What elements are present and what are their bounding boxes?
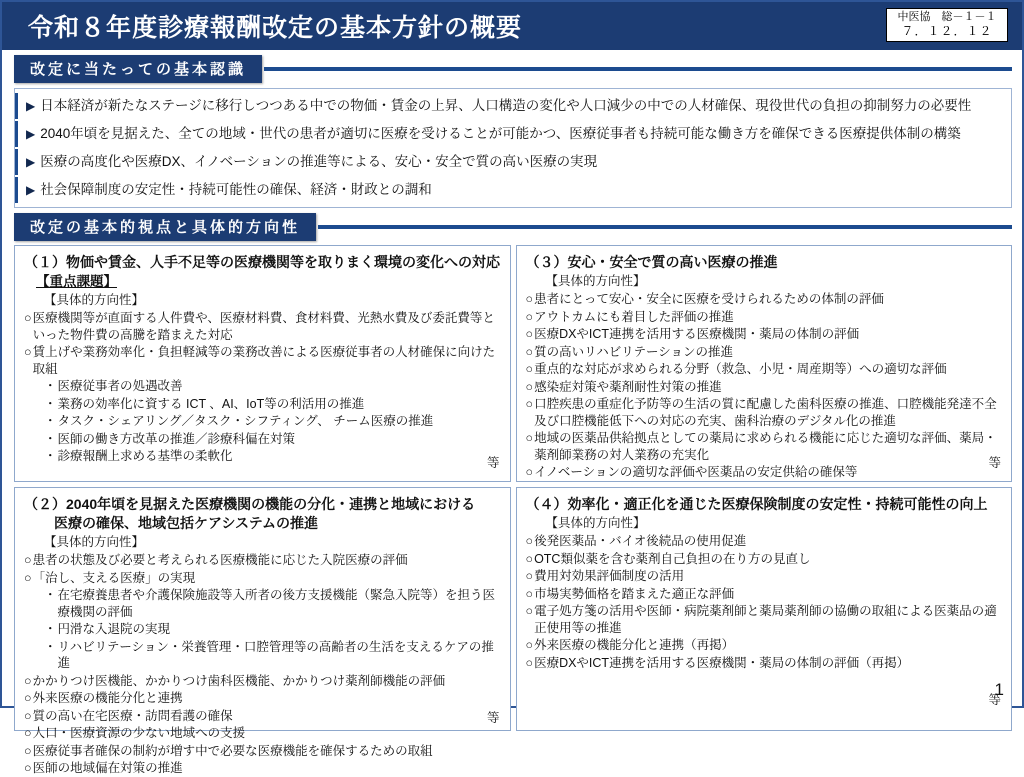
list-item-label: 医師の地域偏在対策の推進 — [32, 761, 183, 775]
specific-direction-label: 【具体的方向性】 — [44, 293, 145, 307]
section-basic-recognition — [2, 56, 1022, 208]
title-bar — [2, 2, 1022, 50]
list-item — [24, 378, 501, 395]
list-item-label: 在宅療養患者や介護保険施設等入所者の後方支援機能（緊急入院等）を担う医療機関の評価 — [57, 588, 496, 619]
list-item — [24, 310, 501, 343]
viewpoint-box-1 — [14, 245, 511, 482]
list-item — [24, 587, 501, 620]
key-issue-label: 【重点課題】 — [36, 274, 117, 289]
section-title-basic-viewpoints: 改定の基本的視点と具体的方向性 — [14, 213, 316, 241]
list-item — [24, 621, 501, 638]
section-basic-viewpoints — [2, 214, 1022, 775]
viewpoint-item-list — [24, 552, 501, 777]
list-item — [24, 708, 501, 725]
viewpoint-title: （３）安心・安全で質の高い医療の推進 — [525, 254, 778, 270]
specific-direction-label: 【具体的方向性】 — [44, 535, 145, 549]
dot-marker-icon: ・ — [44, 431, 57, 446]
list-item-label: 医療DXやICT連携を活用する医療機関・薬局の体制の評価（再掲） — [534, 655, 910, 670]
circle-marker-icon: ○ — [525, 309, 534, 324]
list-item — [526, 309, 1003, 326]
list-item — [526, 568, 1003, 585]
circle-marker-icon: ○ — [525, 465, 534, 479]
list-item — [526, 637, 1003, 654]
circle-marker-icon: ○ — [24, 673, 32, 688]
dot-marker-icon: ・ — [44, 639, 57, 654]
circle-marker-icon: ○ — [525, 397, 534, 411]
list-item-label: アウトカムにも着目した評価の推進 — [534, 309, 734, 324]
triangle-right-icon: ▶ — [26, 99, 36, 113]
list-item-label: 患者にとって安心・安全に医療を受けられるための体制の評価 — [534, 292, 884, 306]
etc-label: 等 — [486, 456, 500, 470]
list-item — [526, 551, 1003, 568]
circle-marker-icon: ○ — [525, 586, 534, 601]
circle-marker-icon: ○ — [24, 553, 32, 567]
list-item-label: 賃上げや業務効率化・負担軽減等の業務改善による医療従事者の人材確保に向けた取組 — [32, 345, 496, 376]
list-item-label: OTC類似薬を含む薬剤自己負担の在り方の見直し — [534, 551, 811, 566]
circle-marker-icon: ○ — [24, 761, 32, 775]
circle-marker-icon: ○ — [525, 327, 534, 341]
list-item — [526, 464, 1003, 481]
list-item — [15, 121, 1011, 147]
list-item-label: 診療報酬上求める基準の柔軟化 — [57, 449, 233, 463]
list-item — [24, 743, 501, 760]
list-item — [24, 552, 501, 569]
list-item — [24, 448, 501, 465]
section-rule — [264, 67, 1012, 71]
circle-marker-icon: ○ — [525, 551, 534, 566]
list-item-label: イノベーションの適切な評価や医薬品の安定供給の確保等 — [534, 465, 858, 479]
list-item — [526, 430, 1003, 463]
circle-marker-icon: ○ — [24, 743, 32, 758]
list-item-label: 費用対効果評価制度の活用 — [534, 569, 685, 583]
list-item — [526, 291, 1003, 308]
circle-marker-icon: ○ — [525, 638, 534, 652]
list-item-label: 「治し、支える医療」の実現 — [32, 570, 196, 585]
list-item — [24, 570, 501, 587]
list-item-label: 重点的な対応が求められる分野（救急、小児・周産期等）への適切な評価 — [534, 362, 947, 376]
list-item — [526, 655, 1003, 672]
list-item — [15, 93, 1011, 119]
viewpoint-title-continuation: 医療の確保、地域包括ケアシステムの推進 — [54, 515, 319, 531]
circle-marker-icon: ○ — [525, 655, 534, 670]
list-item — [526, 379, 1003, 396]
list-item — [526, 603, 1003, 636]
list-item-label: 日本経済が新たなステージに移行しつつある中での物価・賃金の上昇、人口構造の変化や人口減少の中での人材確保、現役世代の負担の抑制努力の必要性 — [40, 98, 972, 113]
section-header-basic-recognition — [14, 56, 1012, 82]
list-item — [526, 361, 1003, 378]
circle-marker-icon: ○ — [525, 604, 534, 618]
list-item-label: 医療機関等が直面する人件費や、医療材料費、食材料費、光熱水費及び委託費等といった物件費の高騰を踏まえた対応 — [32, 311, 495, 342]
circle-marker-icon: ○ — [24, 570, 32, 585]
list-item — [24, 639, 501, 672]
dot-marker-icon: ・ — [44, 622, 57, 636]
document-reference-box — [886, 8, 1008, 42]
viewpoint-quadrant-grid — [14, 245, 1012, 775]
list-item-label: 2040年頃を見据えた、全ての地域・世代の患者が適切に医療を受けることが可能かつ、医療従事者も持続可能な働き方を確保できる医療提供体制の構築 — [40, 126, 961, 141]
list-item — [24, 690, 501, 707]
list-item — [526, 396, 1003, 429]
list-item — [24, 413, 501, 430]
viewpoint-title: （４）効率化・適正化を通じた医療保険制度の安定性・持続可能性の向上 — [525, 496, 988, 512]
section-header-basic-viewpoints — [14, 214, 1012, 240]
dot-marker-icon: ・ — [44, 414, 57, 428]
list-item-label: 医療の高度化や医療DX、イノベーションの推進等による、安心・安全で質の高い医療の実現 — [40, 154, 598, 169]
circle-marker-icon: ○ — [24, 708, 32, 723]
list-item — [24, 396, 501, 413]
list-item — [24, 725, 501, 742]
list-item-label: 医師の働き方改革の推進／診療科偏在対策 — [57, 431, 296, 446]
basic-recognition-list — [14, 88, 1012, 208]
list-item — [526, 344, 1003, 361]
list-item — [24, 344, 501, 377]
viewpoint-item-list — [526, 291, 1003, 481]
viewpoint-item-list — [526, 533, 1003, 671]
list-item — [24, 760, 501, 777]
triangle-right-icon: ▶ — [26, 127, 36, 141]
viewpoint-box-4 — [516, 487, 1013, 731]
triangle-right-icon: ▶ — [26, 155, 36, 169]
viewpoint-item-list — [24, 310, 501, 465]
list-item-label: リハビリテーション・栄養管理・口腔管理等の高齢者の生活を支えるケアの推進 — [57, 639, 494, 670]
list-item-label: 円滑な入退院の実現 — [57, 622, 171, 636]
circle-marker-icon: ○ — [24, 691, 32, 705]
list-item-label: 社会保障制度の安定性・持続可能性の確保、経済・財政との調和 — [40, 182, 432, 197]
list-item-label: 市場実勢価格を踏まえた適正な評価 — [534, 586, 735, 601]
list-item-label: かかりつけ医機能、かかりつけ歯科医機能、かかりつけ薬剤師機能の評価 — [32, 673, 446, 688]
etc-label: 等 — [988, 693, 1001, 707]
list-item-label: 医療従事者確保の制約が増す中で必要な医療機能を確保するための取組 — [32, 743, 433, 758]
dot-marker-icon: ・ — [44, 449, 57, 463]
viewpoint-box-3 — [516, 245, 1013, 482]
list-item — [15, 177, 1011, 203]
specific-direction-label: 【具体的方向性】 — [545, 274, 646, 288]
document-reference-date: ７．１２．１２ — [901, 24, 993, 39]
circle-marker-icon: ○ — [525, 569, 534, 583]
circle-marker-icon: ○ — [525, 362, 534, 376]
circle-marker-icon: ○ — [24, 345, 32, 359]
circle-marker-icon: ○ — [525, 344, 534, 359]
circle-marker-icon: ○ — [525, 379, 534, 394]
specific-direction-label: 【具体的方向性】 — [545, 516, 646, 530]
list-item-label: タスク・シェアリング／タスク・シフティング、 チーム医療の推進 — [57, 414, 434, 428]
list-item-label: 電子処方箋の活用や医師・病院薬剤師と薬局薬剤師の協働の取組による医薬品の適正使用等の推進 — [534, 604, 997, 635]
list-item-label: 感染症対策や薬剤耐性対策の推進 — [534, 379, 722, 394]
etc-label: 等 — [486, 711, 500, 725]
list-item-label: 地域の医薬品供給拠点としての薬局に求められる機能に応じた適切な評価、薬局・薬剤師業務の対人業務の充実化 — [534, 431, 997, 462]
triangle-right-icon: ▶ — [26, 183, 36, 197]
circle-marker-icon: ○ — [24, 726, 32, 740]
page-title: 令和８年度診療報酬改定の基本方針の概要 — [28, 14, 523, 42]
viewpoint-title: （２）2040年頃を見据えた医療機関の機能の分化・連携と地域における — [24, 496, 476, 512]
dot-marker-icon: ・ — [44, 588, 57, 602]
section-rule — [318, 225, 1012, 229]
list-item — [24, 673, 501, 690]
list-item-label: 人口・医療資源の少ない地域への支援 — [32, 726, 246, 740]
list-item — [526, 586, 1003, 603]
list-item — [24, 431, 501, 448]
circle-marker-icon: ○ — [525, 534, 534, 548]
circle-marker-icon: ○ — [24, 311, 32, 325]
circle-marker-icon: ○ — [525, 431, 534, 445]
dot-marker-icon: ・ — [44, 396, 57, 411]
list-item-label: 外来医療の機能分化と連携 — [32, 691, 183, 705]
viewpoint-box-2 — [14, 487, 511, 775]
circle-marker-icon: ○ — [525, 292, 534, 306]
list-item — [15, 149, 1011, 175]
page-number: 1 — [994, 680, 1004, 699]
list-item-label: 後発医薬品・バイオ後続品の使用促進 — [534, 534, 747, 548]
list-item-label: 医療従事者の処遇改善 — [57, 379, 183, 393]
list-item-label: 外来医療の機能分化と連携（再掲） — [534, 638, 735, 652]
list-item — [526, 533, 1003, 550]
list-item-label: 口腔疾患の重症化予防等の生活の質に配慮した歯科医療の推進、口腔機能発達不全及び口腔機能低下への対応の充実、歯科治療のデジタル化の推進 — [534, 397, 997, 428]
viewpoint-title: （１）物価や賃金、人手不足等の医療機関等を取りまく環境の変化への対応 — [24, 254, 500, 270]
list-item-label: 医療DXやICT連携を活用する医療機関・薬局の体制の評価 — [534, 327, 860, 341]
document-reference-number: 中医協 総－１－１ — [897, 10, 997, 23]
list-item — [526, 326, 1003, 343]
list-item-label: 質の高いリハビリテーションの推進 — [534, 344, 733, 359]
dot-marker-icon: ・ — [44, 379, 57, 393]
list-item-label: 業務の効率化に資する ICT 、AI、IoT等の利活用の推進 — [57, 396, 365, 411]
section-title-basic-recognition: 改定に当たっての基本認識 — [14, 55, 262, 83]
etc-label: 等 — [988, 456, 1001, 470]
list-item-label: 質の高い在宅医療・訪問看護の確保 — [32, 708, 233, 723]
list-item-label: 患者の状態及び必要と考えられる医療機能に応じた入院医療の評価 — [32, 553, 408, 567]
